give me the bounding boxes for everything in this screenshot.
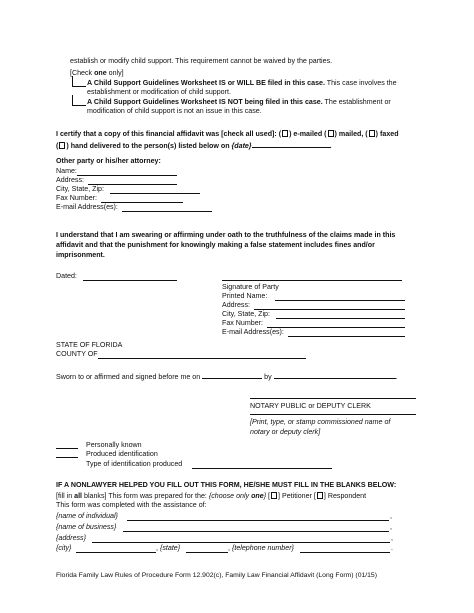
nonlawyer-heading: IF A NONLAWYER HELPED YOU FILL OUT THIS FORM, HE/SHE MUST FILL IN THE BLANKS BELOW: — [56, 481, 397, 489]
signature-of-party-label: Signature of Party — [222, 283, 279, 291]
worksheet-filed-option-cont: establishment or modification of child support. — [87, 88, 231, 96]
other-party-heading: Other party or his/her attorney: — [56, 157, 161, 165]
sworn-by-field[interactable] — [274, 372, 396, 379]
produced-id-field[interactable] — [56, 457, 78, 458]
comma-5: , — [228, 544, 230, 552]
sworn-date-field[interactable] — [202, 372, 262, 379]
completed-with-label: This form was completed with the assistance of: — [56, 501, 207, 509]
party-fax-field[interactable] — [267, 327, 405, 328]
intro-text: establish or modify child support. This requirement cannot be waived by the parties. — [70, 57, 333, 65]
party-address-label: Address: — [222, 301, 250, 309]
petitioner-checkbox[interactable] — [271, 492, 277, 499]
nonlawyer-city-field[interactable] — [76, 552, 156, 553]
party-city-label: City, State, Zip: — [222, 310, 270, 318]
dated-label: Dated: — [56, 272, 77, 280]
printed-name-field[interactable] — [275, 300, 405, 301]
party-email-label: E-mail Address(es): — [222, 328, 284, 336]
oath-line-2: affidavit and that the punishment for knowingly making a false statement includes fines and/or — [56, 241, 375, 249]
oath-line-3: imprisonment. — [56, 251, 105, 259]
worksheet-not-filed-checkbox[interactable] — [72, 95, 86, 106]
check-one-instruction: [Check one only] — [70, 69, 124, 77]
comma-1: , — [390, 512, 392, 520]
other-email-label: E-mail Address(es): — [56, 203, 118, 211]
comma-2: , — [390, 523, 392, 531]
individual-name-field[interactable] — [127, 520, 389, 521]
respondent-checkbox[interactable] — [317, 492, 323, 499]
party-city-field[interactable] — [276, 318, 405, 319]
county-field[interactable] — [98, 358, 306, 359]
worksheet-filed-option: A Child Support Guidelines Worksheet IS or WILL BE filed in this case. This case involves the — [87, 79, 397, 87]
other-city-field[interactable] — [110, 193, 200, 194]
printed-name-label: Printed Name: — [222, 292, 268, 300]
form-footer: Florida Family Law Rules of Procedure Form 12.902(c), Family Law Financial Affidavit (Long Form) (01/15) — [56, 572, 377, 579]
personally-known-label: Personally known — [86, 441, 142, 449]
county-label: COUNTY OF — [56, 350, 98, 358]
prepared-for-line: [fill in all blanks] This form was prepared for the: {choose only one} [ ] Petitioner [ ] Respondent — [56, 492, 367, 500]
notary-print-instruction-1: [Print, type, or stamp commissioned name of — [250, 418, 391, 426]
other-city-label: City, State, Zip: — [56, 185, 104, 193]
delivery-date-field[interactable] — [252, 141, 330, 148]
notary-name-field[interactable] — [250, 414, 416, 415]
party-email-field[interactable] — [288, 336, 405, 337]
other-name-field[interactable] — [77, 175, 177, 176]
worksheet-not-filed-option: A Child Support Guidelines Worksheet IS NOT being filed in this case. The establishment or — [87, 98, 391, 106]
other-address-label: Address: — [56, 176, 84, 184]
comma-4: , — [156, 544, 158, 552]
emailed-checkbox[interactable] — [282, 130, 288, 137]
notary-clerk-label: NOTARY PUBLIC or DEPUTY CLERK — [250, 402, 371, 410]
dated-field[interactable] — [83, 280, 177, 281]
hand-delivered-checkbox[interactable] — [59, 142, 65, 149]
comma-3: , — [391, 534, 393, 542]
city-label: {city} — [56, 544, 72, 552]
sworn-text: Sworn to or affirmed and signed before me on by . — [56, 373, 398, 381]
address-label: {address} — [56, 534, 86, 542]
worksheet-not-filed-option-cont: modification of child support is not an issue in this case. — [87, 107, 262, 115]
id-type-label: Type of identification produced — [86, 460, 183, 468]
notary-print-instruction-2: notary or deputy clerk] — [250, 428, 321, 436]
id-type-field[interactable] — [192, 468, 332, 469]
state-label: STATE OF FLORIDA — [56, 341, 123, 349]
party-signature-field[interactable] — [222, 280, 402, 281]
personally-known-field[interactable] — [56, 448, 78, 449]
oath-line-1: I understand that I am swearing or affirming under oath to the truthfulness of the claims made in this — [56, 231, 396, 239]
business-name-field[interactable] — [123, 531, 389, 532]
party-fax-label: Fax Number: — [222, 319, 263, 327]
party-address-field[interactable] — [254, 309, 405, 310]
other-email-field[interactable] — [122, 211, 212, 212]
certify-line-2: ( ) hand delivered to the person(s) listed below on {date} . — [56, 142, 332, 150]
individual-name-label: {name of individual} — [56, 512, 118, 520]
business-name-label: {name of business} — [56, 523, 117, 531]
faxed-checkbox[interactable] — [369, 130, 375, 137]
final-period: . — [391, 544, 393, 552]
nonlawyer-address-field[interactable] — [92, 542, 390, 543]
mailed-checkbox[interactable] — [328, 130, 334, 137]
worksheet-filed-checkbox[interactable] — [72, 76, 86, 87]
produced-id-label: Produced identification — [86, 450, 158, 458]
other-fax-label: Fax Number: — [56, 194, 97, 202]
notary-signature-field[interactable] — [250, 398, 416, 399]
certify-line-1: I certify that a copy of this financial affidavit was [check all used]: ( ) e-mailed ( ) mailed, ( ) faxed — [56, 130, 399, 138]
nonlawyer-state-field[interactable] — [186, 552, 228, 553]
state-field-label: {state} — [160, 544, 181, 552]
other-name-label: Name: — [56, 167, 77, 175]
nonlawyer-telephone-field[interactable] — [300, 552, 390, 553]
telephone-label: {telephone number} — [232, 544, 294, 552]
